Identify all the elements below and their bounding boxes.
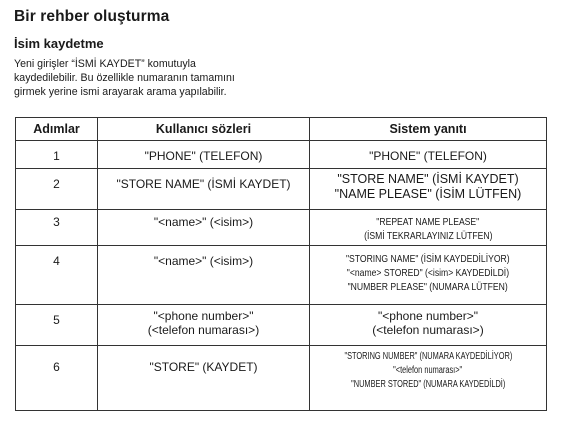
- table-row: [16, 246, 547, 305]
- intro-line: girmek yerine ismi arayarak arama yapılabilir.: [14, 86, 227, 98]
- intro-line: kaydedilebilir. Bu özellikle numaranın tamamını: [14, 72, 235, 84]
- table-row: [16, 210, 547, 246]
- step-number: 1: [16, 141, 98, 169]
- step-number: 3: [16, 210, 98, 246]
- system-response-line: "STORING NAME" (İSİM KAYDEDİLİYOR): [346, 253, 510, 265]
- user-words-line: "<name>" (<isim>): [153, 254, 254, 268]
- table-header-row: [16, 118, 547, 141]
- table-row: [16, 305, 547, 346]
- intro-line: Yeni girişler “İSMİ KAYDET” komutuyla: [14, 58, 196, 70]
- system-response-cell: [310, 169, 547, 210]
- system-response-line: "NUMBER STORED" (NUMARA KAYDEDİLDİ): [350, 379, 506, 390]
- system-response-cell: [310, 210, 547, 246]
- header-system-response: Sistem yanıtı: [310, 118, 547, 141]
- table-row: [16, 346, 547, 411]
- system-response-line: (İSMİ TEKRARLAYINIZ LÜTFEN): [363, 230, 493, 242]
- system-response-line: "<name> STORED" (<isim> KAYDEDİLDİ): [346, 267, 510, 279]
- table-row: [16, 169, 547, 210]
- user-words-line: "PHONE" (TELEFON): [144, 149, 263, 163]
- system-response-line: "STORE NAME" (İSMİ KAYDET): [337, 172, 519, 186]
- user-words-cell: [98, 210, 310, 246]
- system-response-cell: [310, 305, 547, 346]
- subsection-title: İsim kaydetme: [14, 36, 104, 51]
- table-row: [16, 141, 547, 169]
- user-words-cell: [98, 305, 310, 346]
- user-words-line: (<telefon numarası>): [147, 323, 260, 337]
- system-response-cell: [310, 246, 547, 305]
- system-response-line: (<telefon numarası>): [372, 323, 484, 337]
- header-user-words: Kullanıcı sözleri: [98, 118, 310, 141]
- system-response-line: "PHONE" (TELEFON): [369, 149, 487, 163]
- user-words-cell: [98, 169, 310, 210]
- system-response-line: "REPEAT NAME PLEASE": [376, 216, 480, 228]
- system-response-line: "<phone number>": [378, 309, 478, 323]
- intro-paragraph: [14, 57, 284, 99]
- user-words-cell: [98, 346, 310, 411]
- header-steps: Adımlar: [16, 118, 98, 141]
- user-words-line: "STORE NAME" (İSMİ KAYDET): [116, 177, 291, 191]
- user-words-line: "<phone number>": [153, 309, 254, 323]
- user-words-cell: [98, 141, 310, 169]
- user-words-line: "<name>" (<isim>): [153, 215, 254, 229]
- system-response-line: "STORING NUMBER" (NUMARA KAYDEDİLİYOR): [344, 351, 512, 362]
- user-words-line: "STORE" (KAYDET): [149, 360, 258, 374]
- step-number: 6: [16, 346, 98, 411]
- step-number: 2: [16, 169, 98, 210]
- step-number: 5: [16, 305, 98, 346]
- voice-command-steps-table: [15, 117, 547, 411]
- user-words-cell: [98, 246, 310, 305]
- section-title: Bir rehber oluşturma: [14, 8, 170, 25]
- system-response-cell: [310, 346, 547, 411]
- system-response-line: "NUMBER PLEASE" (NUMARA LÜTFEN): [347, 281, 509, 293]
- system-response-line: "NAME PLEASE" (İSİM LÜTFEN): [334, 187, 522, 201]
- system-response-line: "<telefon numarası>": [393, 365, 463, 376]
- step-number: 4: [16, 246, 98, 305]
- system-response-cell: [310, 141, 547, 169]
